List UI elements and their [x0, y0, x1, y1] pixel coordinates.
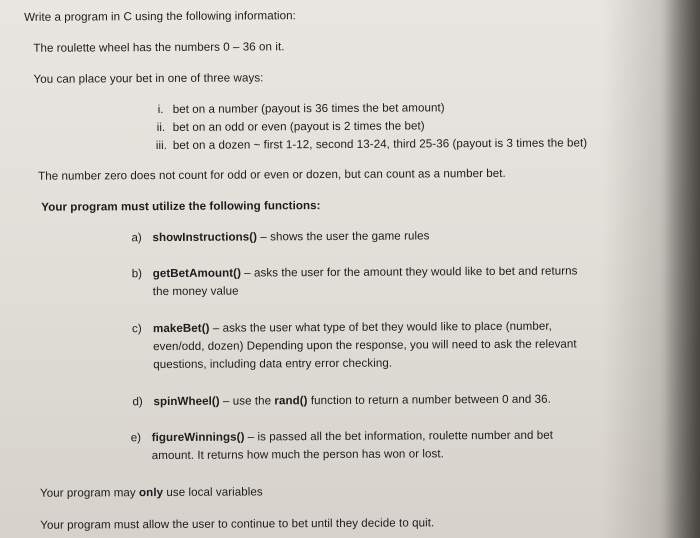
function-description: – asks the user what type of bet they would like to place (number,: [209, 319, 552, 335]
function-marker: c): [131, 322, 142, 336]
functions-heading: Your program must utilize the following functions:: [41, 199, 321, 214]
function-description: – is passed all the bet information, roulette number and bet: [244, 428, 554, 444]
function-name: getBetAmount(): [152, 266, 242, 281]
function-make-bet: [153, 319, 552, 336]
heading: Write a program in C using the following information:: [24, 9, 296, 24]
function-description: function to return a number between 0 and 36.: [307, 392, 551, 408]
bet-option-marker: i.: [157, 103, 164, 117]
bet-option-dozen: bet on a dozen ~ first 1-12, second 13-24, third 25-36 (payout is 3 times the bet): [172, 136, 588, 152]
function-description: – shows the user the game rules: [257, 229, 430, 244]
function-name: figureWinnings(): [151, 430, 245, 445]
function-marker: b): [131, 267, 143, 281]
function-show-instructions: [152, 228, 429, 245]
function-figure-winnings: [152, 428, 553, 445]
intro-wheel: The roulette wheel has the numbers 0 – 36 on it.: [33, 40, 285, 55]
function-spin-wheel: [153, 392, 551, 409]
function-marker: e): [130, 431, 142, 445]
function-description-cont: the money value: [152, 284, 239, 299]
zero-note: The number zero does not count for odd or even or dozen, but can count as a number bet.: [38, 166, 506, 183]
function-description-cont: even/odd, dozen) Depending upon the response, you will need to ask the relevant: [153, 337, 577, 354]
bet-option-marker: ii.: [156, 120, 166, 135]
bet-option-marker: iii.: [155, 138, 167, 153]
function-name: rand(): [274, 394, 308, 408]
local-variables-note: Your program may only use local variables: [39, 485, 263, 500]
function-description: – asks the user for the amount they would like to bet and returns: [240, 264, 578, 280]
bet-option-odd-even: bet on an odd or even (payout is 2 times the bet): [172, 119, 425, 134]
intro-bet-ways: You can place your bet in one of three ways:: [33, 71, 264, 86]
function-name: spinWheel(): [153, 394, 220, 409]
bet-option-number: bet on a number (payout is 36 times the bet amount): [172, 101, 445, 116]
function-name: showInstructions(): [152, 230, 258, 245]
function-get-bet-amount: [153, 263, 578, 281]
function-marker: d): [132, 395, 143, 409]
function-name: makeBet(): [152, 321, 210, 336]
function-description-cont: amount. It returns how much the person has won or lost.: [151, 447, 444, 463]
continue-note: Your program must allow the user to continue to bet until they decide to quit.: [40, 516, 435, 532]
function-description: – use the: [219, 394, 275, 408]
function-marker: a): [131, 231, 142, 245]
function-description-cont: questions, including data entry error checking.: [153, 356, 393, 372]
